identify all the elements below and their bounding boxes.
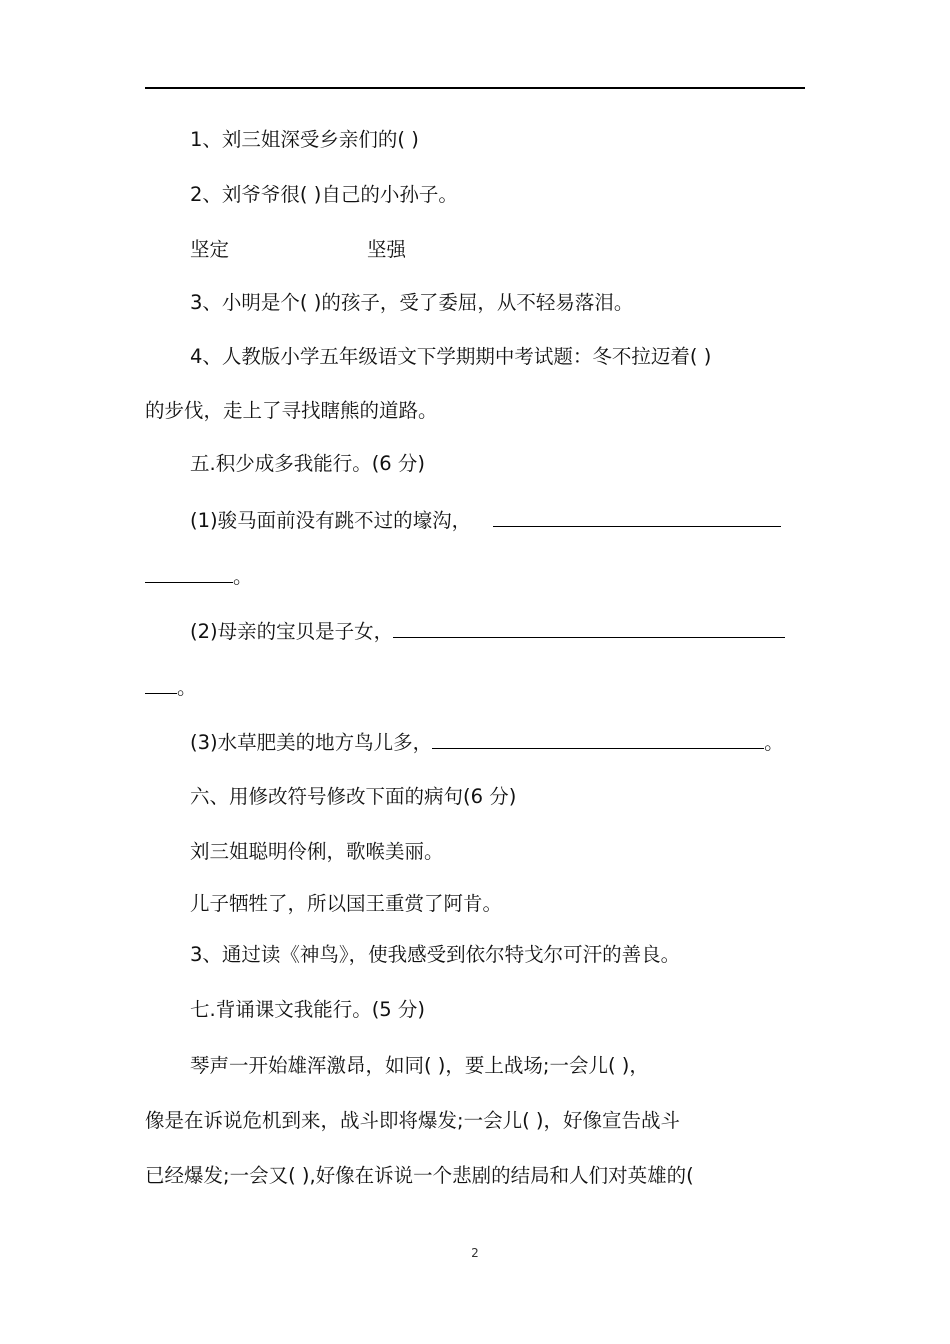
question-3: 3、小明是个( )的孩子，受了委屈，从不轻易落泪。 <box>190 291 634 314</box>
proverb-2-end: 。 <box>177 676 197 699</box>
proverb-1-blank-cont[interactable] <box>145 562 233 583</box>
sentence-1: 刘三姐聪明伶俐，歌喉美丽。 <box>190 840 444 863</box>
question-2: 2、刘爷爷很( )自己的小孙子。 <box>190 183 458 206</box>
word-choice-2: 坚强 <box>367 238 407 261</box>
sentence-3: 3、通过读《神鸟》，使我感受到依尔特戈尔可汗的善良。 <box>190 943 681 966</box>
sentence-2: 儿子牺牲了，所以国王重赏了阿肯。 <box>190 892 503 915</box>
proverb-2-text: (2)母亲的宝贝是子女， <box>190 620 394 643</box>
proverb-3 <box>190 728 784 757</box>
proverb-2 <box>190 617 785 646</box>
question-4-line-2: 的步伐，走上了寻找瞎熊的道路。 <box>145 399 438 422</box>
page-number: 2 <box>471 1246 479 1260</box>
question-1: 1、刘三姐深受乡亲们的( ) <box>190 128 419 151</box>
section-5-heading: 五.积少成多我能行。(6 分) <box>190 452 426 475</box>
word-choice-1: 坚定 <box>190 238 230 261</box>
proverb-1-text: (1)骏马面前没有跳不过的壕沟， <box>190 509 472 532</box>
text-line-3: 已经爆发;一会又( ),好像在诉说一个悲剧的结局和人们对英雄的( <box>145 1164 694 1187</box>
proverb-1-end: 。 <box>233 565 253 588</box>
proverb-2-blank[interactable] <box>393 617 785 638</box>
section-6-heading: 六、用修改符号修改下面的病句(6 分) <box>190 785 517 808</box>
text-line-1: 琴声一开始雄浑激昂，如同( )，要上战场;一会儿( )， <box>190 1054 649 1077</box>
proverb-1-cont <box>145 562 253 591</box>
text-line-2: 像是在诉说危机到来，战斗即将爆发;一会儿( )，好像宣告战斗 <box>145 1109 680 1132</box>
word-choices <box>190 236 406 264</box>
proverb-1-blank[interactable] <box>493 506 781 527</box>
header-rule <box>145 87 805 89</box>
section-7-heading: 七.背诵课文我能行。(5 分) <box>190 998 426 1021</box>
proverb-2-blank-cont[interactable] <box>145 673 177 694</box>
proverb-1 <box>190 506 781 535</box>
proverb-3-end: 。 <box>764 731 784 754</box>
proverb-3-text: (3)水草肥美的地方鸟儿多， <box>190 731 433 754</box>
proverb-3-blank[interactable] <box>432 728 764 749</box>
proverb-2-cont <box>145 673 197 702</box>
question-4-line-1: 4、人教版小学五年级语文下学期期中考试题：冬不拉迈着( ) <box>190 345 712 368</box>
